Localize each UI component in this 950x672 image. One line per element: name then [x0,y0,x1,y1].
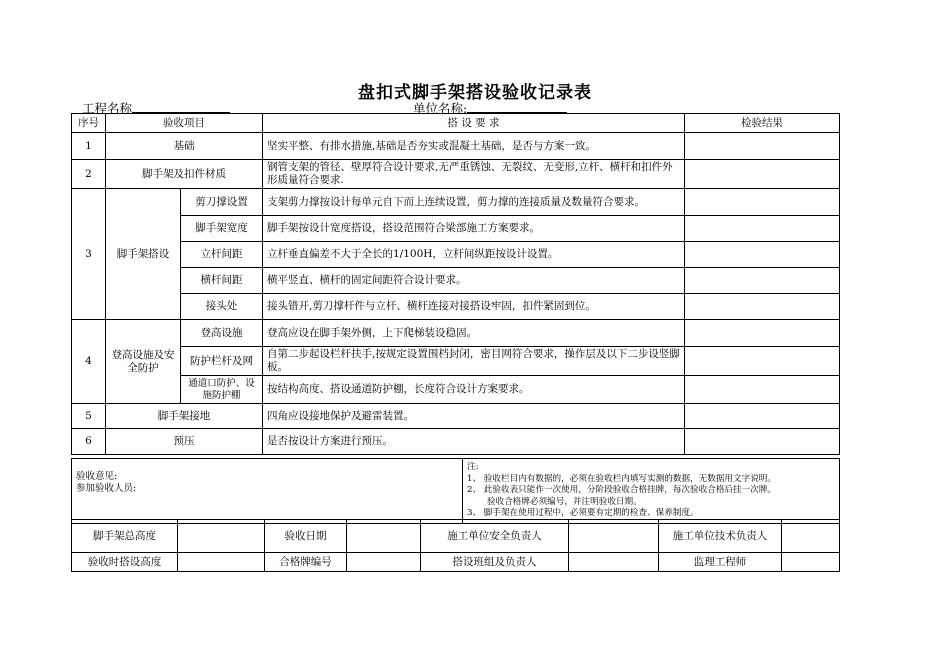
total-height-label: 脚手架总高度 [72,520,178,553]
row-subitem: 登高设施 [181,320,263,347]
result-cell[interactable] [685,376,840,404]
row-item: 预压 [106,429,263,455]
row-item: 基础 [106,133,263,160]
technical-manager-label: 施工单位技术负责人 [659,520,782,553]
acceptance-opinion-cell[interactable] [72,459,463,524]
signature-table [71,519,840,572]
total-height-value[interactable] [178,520,265,553]
table-row [72,189,840,216]
row-requirement: 四角应设接地保护及避雷装置。 [263,404,685,429]
table-row [72,160,840,189]
result-cell[interactable] [685,320,840,347]
project-name-label: 工程名称 [82,101,133,116]
result-cell[interactable] [685,429,840,455]
header-row [72,114,840,133]
row-subitem: 通道口防护、设施防护棚 [181,376,263,404]
erection-team-value[interactable] [569,553,659,572]
unit-name-label: 单位名称: [413,101,468,116]
table-row [72,320,840,347]
result-cell[interactable] [685,347,840,376]
unit-name-blank[interactable] [467,100,567,113]
result-cell[interactable] [685,404,840,429]
row-no: 6 [72,429,106,455]
row-requirement: 接头错开,剪刀撑杆件与立杆、横杆连接对接搭设牢固，扣件紧固到位。 [263,294,685,320]
result-cell[interactable] [685,189,840,216]
row-subitem: 横杆间距 [181,268,263,294]
row-group: 登高设施及安全防护 [106,320,181,404]
result-cell[interactable] [685,242,840,268]
table-row [72,242,840,268]
tag-number-label: 合格牌编号 [265,553,347,572]
erected-height-label: 验收时搭设高度 [72,553,178,572]
row-requirement: 立杆垂直偏差不大于全长的1/100H，立杆间纵距按设计设置。 [263,242,685,268]
table-row [72,404,840,429]
header-result: 检验结果 [685,114,840,133]
note-item: 验收合格牌必须编号，并注明验收日期。 [487,496,642,507]
result-cell[interactable] [685,160,840,189]
row-no: 4 [72,320,106,404]
tag-number-value[interactable] [347,553,421,572]
safety-manager-value[interactable] [569,520,659,553]
row-requirement: 横平竖直、横杆的固定间距符合设计要求。 [263,268,685,294]
row-subitem: 接头处 [181,294,263,320]
table-row [72,429,840,455]
result-cell[interactable] [685,133,840,160]
acceptance-date-value[interactable] [347,520,421,553]
table-row [72,294,840,320]
row-requirement: 按结构高度、搭设通道防护棚，长度符合设计方案要求。 [263,376,685,404]
table-row [72,347,840,376]
erected-height-value[interactable] [178,553,265,572]
page-title: 盘扣式脚手架搭设验收记录表 [358,83,592,103]
header-item: 验收项目 [106,114,263,133]
table-row [72,216,840,242]
header-requirement: 搭 设 要 求 [263,114,685,133]
header-no: 序号 [72,114,106,133]
technical-manager-value[interactable] [782,520,840,553]
table-row [72,268,840,294]
row-no: 5 [72,404,106,429]
result-cell[interactable] [685,216,840,242]
supervisor-value[interactable] [782,553,840,572]
row-group: 脚手架搭设 [106,189,181,320]
supervisor-label: 监理工程师 [659,553,782,572]
row-item: 脚手架及扣件材质 [106,160,263,189]
row-requirement: 脚手架按设计宽度搭设，搭设范围符合梁部施工方案要求。 [263,216,685,242]
table-row [72,376,840,404]
row-no: 2 [72,160,106,189]
notes-cell [463,459,840,524]
note-item: 1、 验收栏目内有数据的，必须在验收栏内填写实测的数据，无数据用文字说明。 [467,473,776,484]
opinion-label: 验收意见: [76,471,118,482]
safety-manager-label: 施工单位安全负责人 [421,520,569,553]
participants-label: 参加验收人员: [76,483,137,494]
row-requirement: 登高应设在脚手架外侧，上下爬梯装设稳固。 [263,320,685,347]
row-subitem: 立杆间距 [181,242,263,268]
acceptance-date-label: 验收日期 [265,520,347,553]
row-no: 1 [72,133,106,160]
acceptance-table [71,113,840,455]
row-item: 脚手架接地 [106,404,263,429]
row-requirement: 自第二步起设栏杆扶手,按规定设置围档封闭，密目网符合要求，操作层及以下二步设竖脚板。 [263,347,685,376]
note-item: 3、 脚手架在使用过程中，必须要有定期的检查、保养制度。 [467,508,699,518]
note-item: 2、 此验收表只能作一次使用，分阶段验收合格挂牌，每次验收合格后挂一次牌。 [467,485,776,495]
row-requirement: 钢管支架的管径、壁厚符合设计要求,无严重锈蚀、无裂纹、无变形,立杆、横杆和扣件外形质量符合要求. [263,160,685,189]
row-no: 3 [72,189,106,320]
result-cell[interactable] [685,294,840,320]
table-row [72,133,840,160]
row-requirement: 是否按设计方案进行预压。 [263,429,685,455]
notes-head: 注: [467,462,479,472]
result-cell[interactable] [685,268,840,294]
row-subitem: 防护栏杆及网 [181,347,263,376]
opinion-table [71,458,840,524]
signature-row [72,520,840,553]
row-subitem: 脚手架宽度 [181,216,263,242]
row-subitem: 剪刀撑设置 [181,189,263,216]
signature-row [72,553,840,572]
row-requirement: 支架剪力撑按设计每单元自下而上连续设置，剪力撑的连接质量及数量符合要求。 [263,189,685,216]
project-name-blank[interactable] [132,100,230,113]
row-requirement: 坚实平整、有排水措施,基础是否夯实或混凝土基础，是否与方案一致。 [263,133,685,160]
erection-team-label: 搭设班组及负责人 [421,553,569,572]
